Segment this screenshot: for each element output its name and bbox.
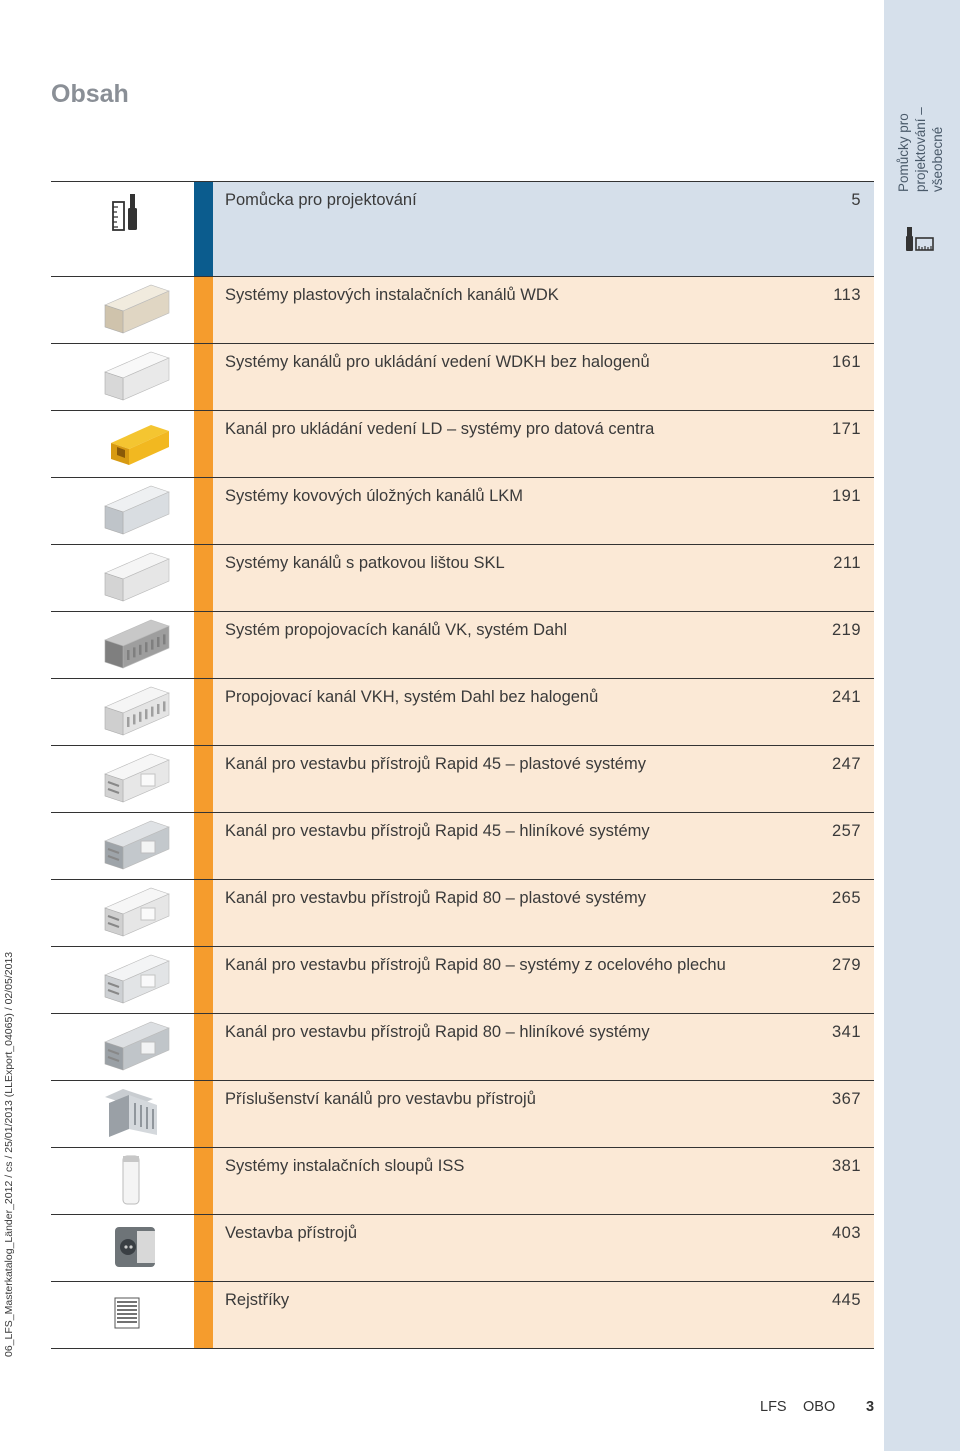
section-color-bar [194,679,213,745]
side-chapter-label [895,107,946,192]
toc-thumbnail-cell [51,947,194,1013]
side-chapter-tab [884,0,960,1451]
installation-column-icon [101,1154,173,1206]
toc-row[interactable] [51,277,874,344]
section-color-bar [194,478,213,544]
toc-entry-title[interactable]: Systémy kanálů s patkovou lištou SKL [225,554,505,572]
toc-thumbnail-cell [51,612,194,678]
toc-entry [213,478,874,544]
toc-entry-page[interactable]: 257 [831,822,861,840]
toc-row[interactable] [51,545,874,612]
toc-row[interactable] [51,746,874,813]
toc-entry-title[interactable]: Příslušenství kanálů pro vestavbu přístrojů [225,1090,536,1108]
rapid45-aluminium-trunking-icon [101,819,173,871]
toc-entry-page[interactable]: 5 [851,191,861,209]
rapid80-aluminium-trunking-icon [101,1020,173,1072]
footer-brand-lfs: LFS [760,1399,787,1415]
toc-entry [213,277,874,343]
toc-entry-title[interactable]: Kanál pro vestavbu přístrojů Rapid 45 – plastové systémy [225,755,646,773]
toc-entry-title[interactable]: Systémy plastových instalačních kanálů WDK [225,286,559,304]
toc-thumbnail-cell [51,1014,194,1080]
toc-entry-page[interactable]: 161 [831,353,861,371]
section-color-bar [194,1148,213,1214]
side-chapter-label-line: Pomůcky pro [896,113,911,192]
toc-entry [213,1282,874,1348]
page-title: Obsah [51,80,129,108]
toc-entry-page[interactable]: 241 [831,688,861,706]
page-number: 3 [866,1399,875,1415]
section-color-bar [194,880,213,946]
toc-row[interactable] [51,880,874,947]
toc-entry-page[interactable]: 403 [831,1224,861,1242]
toc-row[interactable] [51,411,874,478]
toc-entry-title[interactable]: Kanál pro vestavbu přístrojů Rapid 80 – hliníkové systémy [225,1023,650,1041]
toc-entry [213,1215,874,1281]
footer-brand-obo: OBO [803,1399,836,1415]
toc-entry [213,182,874,276]
rapid45-plastic-trunking-icon [101,752,173,804]
toc-thumbnail-cell [51,679,194,745]
toc-entry-title[interactable]: Vestavba přístrojů [225,1224,358,1242]
toc-thumbnail-cell [51,813,194,879]
section-color-bar [194,1014,213,1080]
toc-entry-title[interactable]: Kanál pro vestavbu přístrojů Rapid 80 – systémy z ocelového plechu [225,956,726,974]
skirting-trunking-icon [101,551,173,603]
slotted-wiring-duct-grey-icon [101,618,173,670]
toc-entry [213,1148,874,1214]
section-color-bar [194,1081,213,1147]
toc-thumbnail-cell [51,277,194,343]
toc-thumbnail-cell [51,182,194,276]
toc-entry-page[interactable]: 113 [833,286,861,304]
section-color-bar [194,612,213,678]
toc-thumbnail-cell [51,478,194,544]
side-chapter-label-line: projektování – [913,107,928,192]
toc-thumbnail-cell [51,1148,194,1214]
toc-entry [213,1014,874,1080]
toc-entry [213,411,874,477]
cable-trunking-white-icon [101,350,173,402]
toc-row[interactable] [51,1215,874,1282]
toc-row[interactable] [51,1081,874,1148]
toc-entry [213,612,874,678]
rapid80-plastic-trunking-icon [101,886,173,938]
toc-entry-page[interactable]: 279 [831,956,861,974]
toc-entry-page[interactable]: 265 [831,889,861,907]
section-color-bar [194,277,213,343]
section-color-bar [194,1215,213,1281]
toc-entry [213,813,874,879]
toc-entry-page[interactable]: 191 [831,487,861,505]
toc-entry [213,545,874,611]
toc-thumbnail-cell [51,880,194,946]
slotted-wiring-duct-white-icon [101,685,173,737]
index-list-icon [101,1288,173,1340]
toc-entry [213,344,874,410]
toc-entry-title[interactable]: Kanál pro vestavbu přístrojů Rapid 80 – plastové systémy [225,889,646,907]
ruler-screwdriver-icon [906,226,934,252]
toc-thumbnail-cell [51,411,194,477]
toc-entry [213,947,874,1013]
toc-thumbnail-cell [51,1215,194,1281]
print-job-meta: 06_LFS_Masterkatalog_Länder_2012 / cs / 25/01/2013 (LLExport_04065) / 02/05/2013 [3,951,15,1357]
section-color-bar [194,746,213,812]
section-color-bar [194,344,213,410]
toc-entry-title[interactable]: Propojovací kanál VKH, systém Dahl bez halogenů [225,688,599,706]
toc-entry-page[interactable]: 381 [831,1157,861,1175]
toc-entry-page[interactable]: 219 [831,621,861,639]
toc-row[interactable] [51,1014,874,1081]
toc-row[interactable] [51,182,874,277]
section-color-bar [194,813,213,879]
toc-row[interactable] [51,478,874,545]
toc-thumbnail-cell [51,746,194,812]
toc-row[interactable] [51,612,874,679]
toc-entry [213,1081,874,1147]
toc-entry-title[interactable]: Systémy kanálů pro ukládání vedení WDKH bez halogenů [225,353,650,371]
socket-module-icon [101,1221,173,1273]
section-color-bar [194,545,213,611]
toc-thumbnail-cell [51,545,194,611]
toc-entry-page[interactable]: 341 [831,1023,861,1041]
toc-entry-title[interactable]: Systémy kovových úložných kanálů LKM [225,487,524,505]
section-color-bar [194,1282,213,1348]
toc-row[interactable] [51,813,874,880]
toc-entry-title[interactable]: Systém propojovacích kanálů VK, systém Dahl [225,621,568,639]
toc-entry-page[interactable]: 171 [831,420,861,438]
section-color-bar [194,947,213,1013]
toc-entry-title[interactable]: Kanál pro ukládání vedení LD – systémy pro datová centra [225,420,655,438]
toc-row[interactable] [51,1282,874,1349]
toc-entry-page[interactable]: 445 [831,1291,861,1309]
metal-trunking-icon [101,484,173,536]
toc-entry-title[interactable]: Systémy instalačních sloupů ISS [225,1157,465,1175]
toc-thumbnail-cell [51,1081,194,1147]
section-color-bar [194,411,213,477]
side-chapter-label-line: všeobecné [930,126,945,192]
section-color-bar [194,182,213,276]
cable-trunking-beige-icon [101,283,173,335]
toc-thumbnail-cell [51,344,194,410]
toc-entry-title[interactable]: Pomůcka pro projektování [225,191,417,209]
ruler-screwdriver-icon [111,194,141,234]
toc-row[interactable] [51,679,874,746]
yellow-cable-duct-icon [101,417,173,469]
toc-entry-page[interactable]: 247 [831,755,861,773]
table-of-contents [51,181,874,1349]
toc-entry-title[interactable]: Kanál pro vestavbu přístrojů Rapid 45 – hliníkové systémy [225,822,650,840]
toc-entry [213,746,874,812]
toc-thumbnail-cell [51,1282,194,1348]
toc-row[interactable] [51,1148,874,1215]
toc-entry-title[interactable]: Rejstříky [225,1291,290,1309]
toc-entry-page[interactable]: 367 [831,1090,861,1108]
toc-entry [213,679,874,745]
toc-entry [213,880,874,946]
trunking-accessory-bracket-icon [101,1087,173,1139]
toc-entry-page[interactable]: 211 [833,554,861,572]
toc-row[interactable] [51,947,874,1014]
rapid80-steel-trunking-icon [101,953,173,1005]
toc-row[interactable] [51,344,874,411]
